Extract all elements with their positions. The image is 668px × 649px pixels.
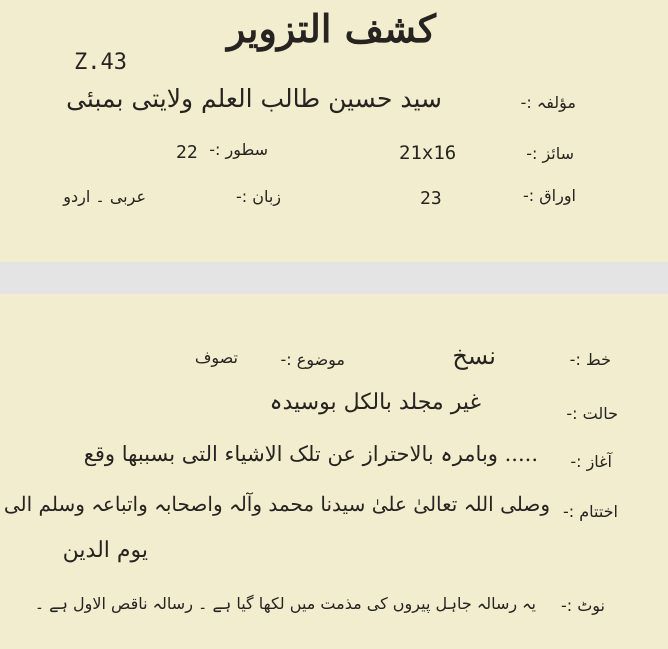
language-value: عربی ۔ اردو	[63, 187, 146, 206]
catalog-card-bottom	[0, 294, 668, 649]
size-label: سائز :-	[526, 144, 574, 163]
script-label: خط :-	[569, 350, 611, 369]
incipit-value: ..... وبامرہ بالاحتراز عن تلک الاشیاء التی بسببھا وقع	[83, 442, 538, 466]
subject-value: تصوف	[194, 348, 238, 367]
subject-label: موضوع :-	[280, 350, 345, 369]
manuscript-title: کشف التزویر	[226, 6, 436, 51]
condition-value: غیر مجلد بالکل بوسیدہ	[269, 390, 481, 415]
catalog-card-top	[0, 0, 668, 262]
script-value: نسخ	[452, 342, 496, 370]
author-value: سید حسین طالب العلم ولایتی بمبئی	[66, 84, 442, 113]
catalog-number: Z.43	[74, 50, 127, 75]
explicit-line-1: وصلی اللہ تعالیٰ علیٰ سیدنا محمد وآلہ واصحابہ واتباعہ وسلم الی	[3, 492, 550, 516]
size-value: 21x16	[399, 142, 457, 164]
author-label: مؤلفہ :-	[520, 93, 576, 112]
note-label: نوٹ :-	[560, 596, 605, 615]
explicit-line-2: یوم الدین	[62, 538, 148, 563]
folios-value: 23	[420, 188, 442, 209]
folios-label: اوراق :-	[522, 186, 576, 205]
lines-label: سطور :-	[209, 140, 268, 159]
language-label: زبان :-	[235, 187, 281, 206]
explicit-label: اختتام :-	[562, 502, 618, 521]
condition-label: حالت :-	[566, 404, 618, 423]
note-value: یہ رسالہ جاہل پیروں کی مذمت میں لکھا گیا ہے ۔ رسالہ ناقص الاول ہے ۔	[34, 594, 536, 613]
incipit-label: آغاز :-	[570, 452, 612, 471]
lines-value: 22	[176, 142, 198, 163]
